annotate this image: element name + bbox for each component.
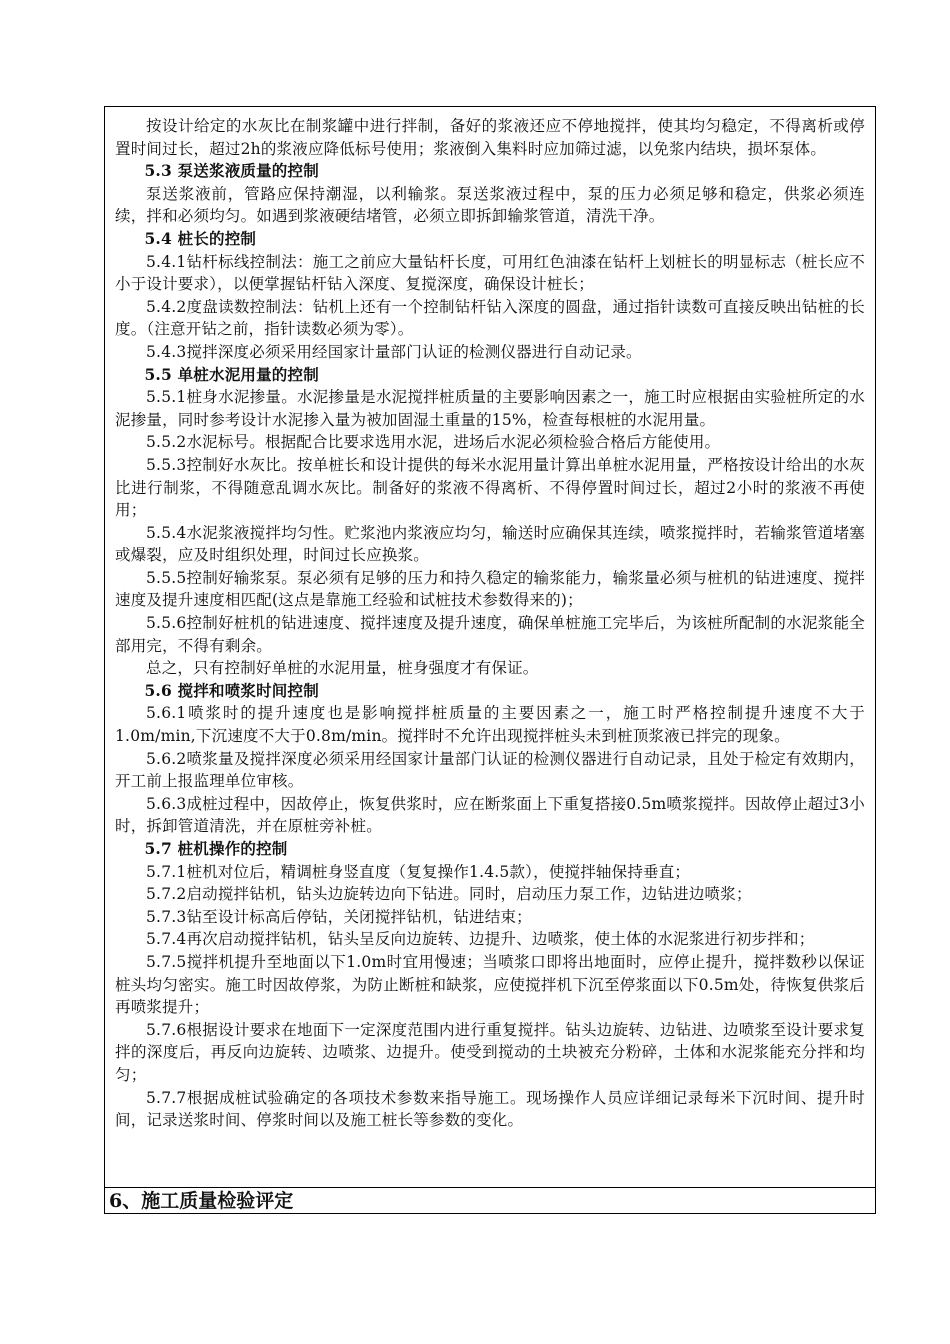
paragraph: 5.5.1桩身水泥掺量。水泥掺量是水泥搅拌桩质量的主要影响因素之一，施工时应根据由实验桩所定的水泥掺量，同时参考设计水泥掺入量为被加固湿土重量的15%，检查每根桩的水泥用量。 (115, 388, 865, 429)
paragraph: 5.5.5控制好输浆泵。泵必须有足够的压力和持久稳定的输浆能力，输浆量必须与桩机的钻进速度、搅拌速度及提升速度相匹配(这点是靠施工经验和试桩技术参数得来的)； (115, 568, 865, 610)
paragraph: 5.7.1桩机对位后，精调桩身竖直度（复复操作1.4.5款），使搅拌轴保持垂直； (146, 862, 691, 881)
paragraph: 总之，只有控制好单桩的水泥用量，桩身强度才有保证。 (146, 659, 539, 678)
subsection-heading: 5.5 单桩水泥用量的控制 (144, 364, 319, 384)
paragraph: 5.5.3控制好水灰比。按单桩长和设计提供的每米水泥用量计算出单桩水泥用量，严格按设计给出的水灰比进行制浆，不得随意乱调水灰比。制备好的浆液不得离析、不得停置时间过长，超过2小时的浆液不再使用； (115, 455, 865, 520)
subsection-heading: 5.3 泵送浆液质量的控制 (144, 161, 319, 181)
subsection-heading: 5.7 桩机操作的控制 (144, 839, 288, 858)
paragraph: 5.7.7根据成桩试验确定的各项技术参数来指导施工。现场操作人员应详细记录每米下沉时间、提升时间，记录送浆时间、停浆时间以及施工桩长等参数的变化。 (115, 1088, 865, 1130)
paragraph: 5.6.1喷浆时的提升速度也是影响搅拌桩质量的主要因素之一，施工时严格控制提升速度不大于1.0m/min,下沉速度不大于0.8m/min。搅拌时不允许出现搅拌桩头未到桩顶浆液已拌完的现象。 (115, 704, 865, 746)
subsection-heading: 5.4 桩长的控制 (144, 228, 257, 248)
paragraph: 5.7.5搅拌机提升至地面以下1.0m时宜用慢速；当喷浆口即将出地面时，应停止提升，搅拌数秒以保证桩头均匀密实。施工时因故停浆，为防止断桩和缺浆，应使搅拌机下沉至停浆面以下0.5m处，待恢复供浆后再喷浆提升； (115, 952, 865, 1017)
paragraph: 5.7.2启动搅拌钻机，钻头边旋转边向下钻进。同时，启动压力泵工作，边钻进边喷浆； (146, 885, 752, 904)
paragraph: 5.7.3钻至设计标高后停钻，关闭搅拌钻机，钻进结束； (146, 907, 532, 926)
paragraph: 5.6.3成桩过程中，因故停止，恢复供浆时，应在断浆面上下重复搭接0.5m喷浆搅拌。因故停止超过3小时，拆卸管道清洗，并在原桩旁补桩。 (115, 794, 865, 836)
subsection-heading: 5.6 搅拌和喷浆时间控制 (144, 680, 319, 700)
paragraph: 5.7.6根据设计要求在地面下一定深度范围内进行重复搅拌。钻头边旋转、边钻进、边喷浆至设计要求复拌的深度后，再反向边旋转、边喷浆、边提升。使受到搅动的土块被充分粉碎，土体和水泥浆能充分拌和均匀； (115, 1020, 865, 1084)
body-text (115, 115, 865, 1132)
document-table-frame (104, 106, 876, 1214)
paragraph: 5.6.2喷浆量及搅拌深度必须采用经国家计量部门认证的检测仪器进行自动记录，且处于检定有效期内，开工前上报监理单位审核。 (115, 749, 865, 791)
paragraph: 5.7.4再次启动搅拌钻机，钻头呈反向边旋转、边提升、边喷浆，使土体的水泥浆进行初步拌和； (146, 930, 815, 949)
paragraph: 按设计给定的水灰比在制浆罐中进行拌制，备好的浆液还应不停地搅拌，使其均匀稳定，不得离析或停置时间过长，超过2h的浆液应降低标号使用；浆液倒入集料时应加筛过滤，以免浆内结块，损坏泵体。 (115, 117, 865, 158)
paragraph: 5.5.2水泥标号。根据配合比要求选用水泥，进场后水泥必须检验合格后方能使用。 (146, 433, 721, 452)
paragraph: 5.4.1钻杆标线控制法：施工之前应大量钻杆长度，可用红色油漆在钻杆上划桩长的明显标志（桩长应不小于设计要求），以便掌握钻杆钻入深度、复搅深度，确保设计桩长； (115, 252, 865, 294)
section-heading: 6、施工质量检验评定 (109, 1190, 294, 1212)
paragraph: 泵送浆液前，管路应保持潮湿，以利输浆。泵送浆液过程中，泵的压力必须足够和稳定，供浆必须连续，拌和必须均匀。如遇到浆液硬结堵管，必须立即拆卸输浆管道，清洗干净。 (115, 184, 865, 226)
paragraph: 5.5.4水泥浆液搅拌均匀性。贮浆池内浆液应均匀，输送时应确保其连续，喷浆搅拌时，若输浆管道堵塞或爆裂，应及时组织处理，时间过长应换浆。 (115, 523, 865, 565)
paragraph: 5.4.2度盘读数控制法：钻机上还有一个控制钻杆钻入深度的圆盘，通过指针读数可直接反映出钻桩的长度。（注意开钻之前，指针读数必须为零）。 (115, 297, 865, 339)
paragraph: 5.5.6控制好桩机的钻进速度、搅拌速度及提升速度，确保单桩施工完毕后，为该桩所配制的水泥浆能全部用完，不得有剩余。 (115, 614, 865, 655)
paragraph: 5.4.3搅拌深度必须采用经国家计量部门认证的检测仪器进行自动记录。 (146, 342, 642, 361)
